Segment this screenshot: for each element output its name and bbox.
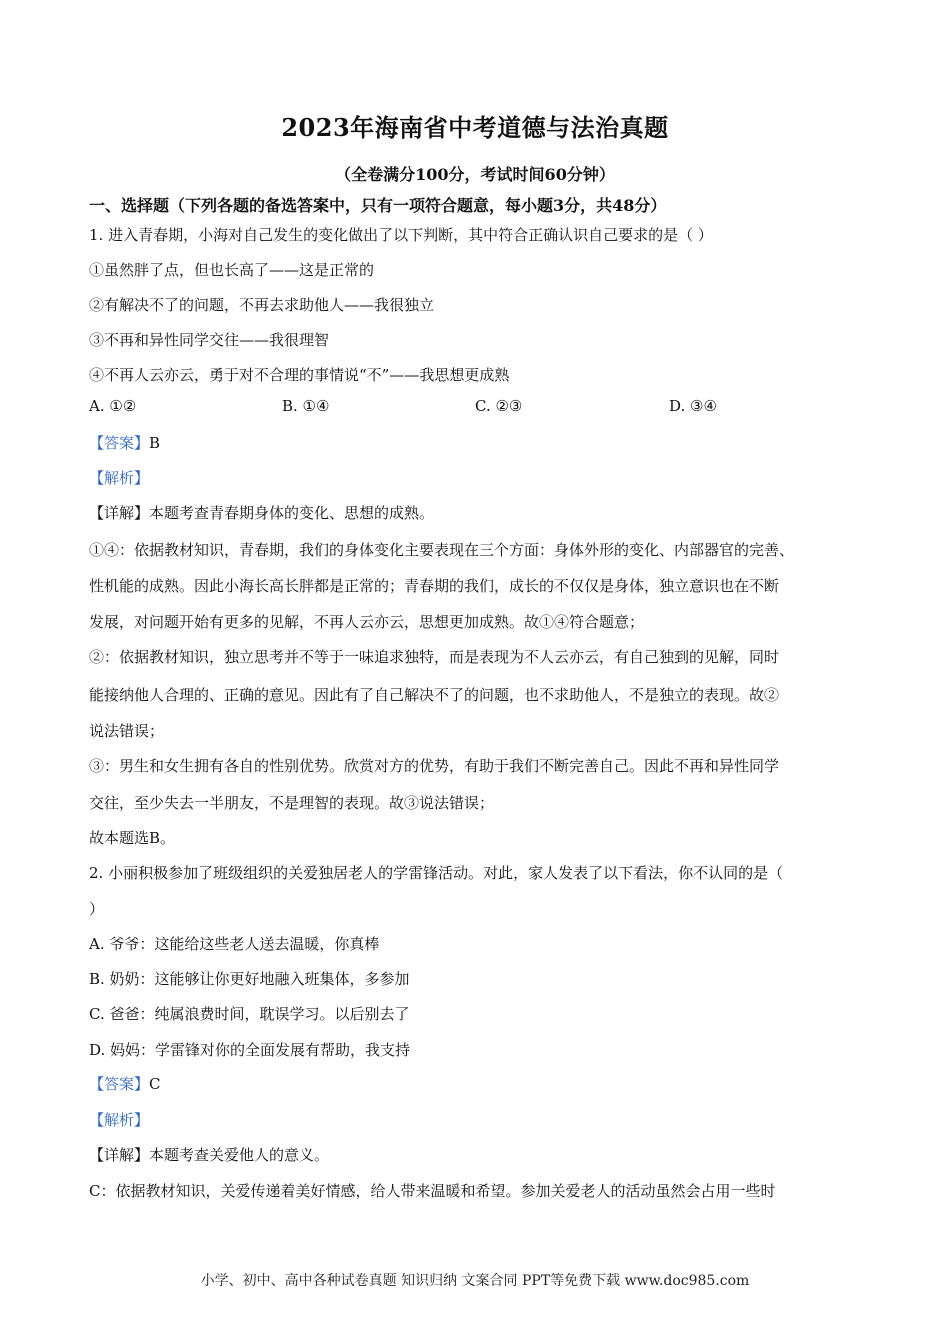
q1-explanation-line: 发展，对问题开始有更多的见解，不再人云亦云，思想更加成熟。故①④符合题意； xyxy=(89,613,645,631)
q1-item: ③不再和异性同学交往——我很理智 xyxy=(89,331,330,349)
q1-item: ②有解决不了的问题，不再去求助他人——我很独立 xyxy=(89,296,435,314)
q1-item: ④不再人云亦云，勇于对不合理的事情说“不”——我思想更成熟 xyxy=(89,366,510,384)
analysis-tag: 【解析】 xyxy=(89,1111,150,1129)
q1-analysis-tag xyxy=(89,467,149,488)
q2-option-c: C. 爸爸：纯属浪费时间，耽误学习。以后别去了 xyxy=(89,1005,410,1023)
answer-value: C xyxy=(149,1075,161,1093)
q1-options xyxy=(89,397,869,419)
q1-explanation-line: 交往，至少失去一半朋友，不是理智的表现。故③说法错误； xyxy=(89,794,495,812)
page-title: 2023年海南省中考道德与法治真题 xyxy=(281,113,669,142)
section-heading: 一、选择题（下列各题的备选答案中，只有一项符合题意，每小题3分，共48分） xyxy=(89,196,667,215)
q2-option-a: A. 爷爷：这能给这些老人送去温暖，你真棒 xyxy=(89,935,380,953)
q1-stem: 1. 进入青春期，小海对自己发生的变化做出了以下判断，其中符合正确认识自己要求的是（ ） xyxy=(89,226,713,244)
exam-info: （全卷满分100分，考试时间60分钟） xyxy=(335,165,615,184)
q2-explanation-line: C：依据教材知识，关爱传递着美好情感，给人带来温暖和希望。参加关爱老人的活动虽然会占用一些时 xyxy=(89,1182,776,1200)
q1-item: ①虽然胖了点，但也长高了——这是正常的 xyxy=(89,261,375,279)
detail-text: 本题考查青春期身体的变化、思想的成熟。 xyxy=(149,504,435,522)
q1-explanation-line: ①④：依据教材知识，青春期，我们的身体变化主要表现在三个方面：身体外形的变化、内部器官的完善、 xyxy=(89,541,795,559)
q1-detail xyxy=(89,502,434,523)
q1-explanation-line: 能接纳他人合理的、正确的意见。因此有了自己解决不了的问题，也不求助他人，不是独立的表现。故② xyxy=(89,686,780,704)
q1-option-d: D. ③④ xyxy=(669,397,717,415)
q1-explanation-line: 性机能的成熟。因此小海长高长胖都是正常的；青春期的我们，成长的不仅仅是身体，独立意识也在不断 xyxy=(89,577,780,595)
q2-stem: 2. 小丽积极参加了班级组织的关爱独居老人的学雷锋活动。对此，家人发表了以下看法，你不认同的是（ xyxy=(89,864,784,882)
q1-explanation-line: ②：依据教材知识，独立思考并不等于一味追求独特，而是表现为不人云亦云，有自己独到的见解，同时 xyxy=(89,648,780,666)
answer-tag: 【答案】 xyxy=(89,1075,150,1093)
page-footer: 小学、初中、高中各种试卷真题 知识归纳 文案合同 PPT等免费下载 www.doc985.com xyxy=(200,1273,750,1289)
answer-tag: 【答案】 xyxy=(89,434,150,452)
q1-option-c: C. ②③ xyxy=(475,397,523,415)
q2-stem-cont: ） xyxy=(89,900,105,918)
q2-analysis-tag xyxy=(89,1109,149,1130)
q2-option-b: B. 奶奶：这能够让你更好地融入班集体，多参加 xyxy=(89,970,410,988)
detail-tag: 【详解】 xyxy=(89,1146,150,1164)
analysis-tag: 【解析】 xyxy=(89,469,150,487)
q1-explanation-line: 说法错误； xyxy=(89,722,165,740)
q2-detail xyxy=(89,1144,329,1165)
detail-text: 本题考查关爱他人的意义。 xyxy=(149,1146,330,1164)
q1-option-b: B. ①④ xyxy=(282,397,330,415)
answer-value: B xyxy=(149,434,161,452)
q1-conclusion: 故本题选B。 xyxy=(89,829,176,847)
q1-answer xyxy=(89,432,160,453)
q2-answer xyxy=(89,1073,161,1094)
detail-tag: 【详解】 xyxy=(89,504,150,522)
q1-explanation-line: ③：男生和女生拥有各自的性别优势。欣赏对方的优势，有助于我们不断完善自己。因此不再和异性同学 xyxy=(89,757,780,775)
q1-option-a: A. ①② xyxy=(89,397,137,415)
q2-option-d: D. 妈妈：学雷锋对你的全面发展有帮助，我支持 xyxy=(89,1041,411,1059)
